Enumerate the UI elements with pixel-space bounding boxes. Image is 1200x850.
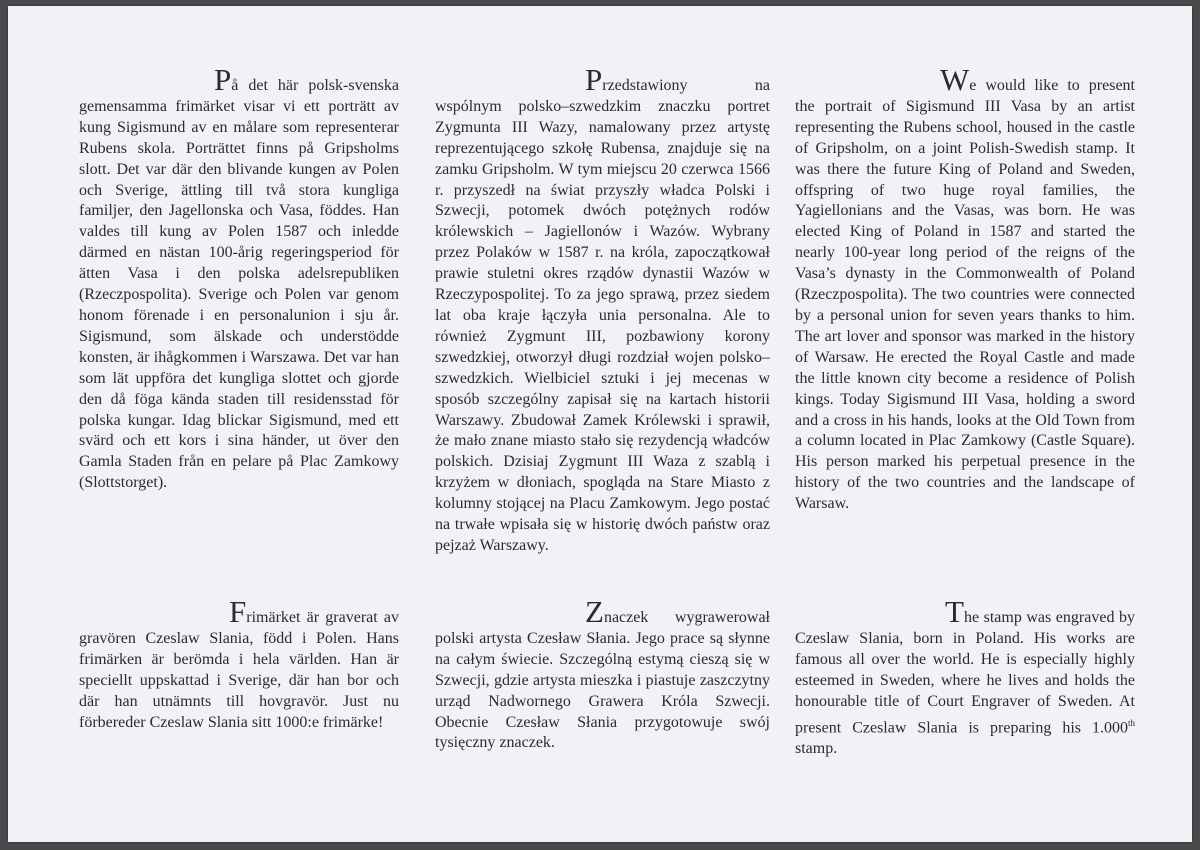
english-paragraph-portrait: [795, 62, 1135, 515]
drop-initial: Z: [585, 594, 604, 629]
paragraph-text: å det här polsk-svenska gemensamma frimärket visar vi ett porträtt av kung Sigismund av en målare som representerar Rubens skola. Porträttet finns på Gripsholms slott. Det var där den blivande kungen av Polen och Sverige, ättling till två stora kungliga familjer, den Jagellonska och Vasa, föddes. Han valdes till kung av Polen 1587 och inledde därmed en nästan 100-årig regeringsperiod för ätten Vasa i den polska adelsrepubliken (Rzeczpospolita). Sverige och Polen var genom honom förenade i en personalunion i sju år. Sigismund, som älskade och understödde konsten, är ihågkommen i Warszawa. Det var han som lät uppföra det kungliga slottet och gjorde den då föga kända staden till residensstad för polska kungar. Idag blickar Sigismund, med ett svärd och ett kors i sina händer, ut över den Gamla Staden från en pelare på Plac Zamkowy (Slottstorget).: [79, 77, 399, 492]
paragraph-text: he stamp was engraved by Czeslaw Slania, born in Poland. His works are famous all over the world. He is especially highly esteemed in Sweden, where he lives and holds the honourable title of Court Engraver of Sweden. At present Czeslaw Slania is preparing his 1.000: [795, 609, 1135, 736]
drop-initial: T: [945, 594, 964, 629]
ordinal-superscript: th: [1127, 717, 1135, 728]
paragraph-text-end: stamp.: [795, 739, 838, 757]
swedish-paragraph-portrait: [79, 62, 399, 494]
paragraph-text: rzedstawiony na wspólnym polsko–szwedzkim znaczku portret Zygmunta III Wazy, namalowany przez artystę reprezentującego szkołę Rubensa, znajduje się na zamku Gripsholm. W tym miejscu 20 czerwca 1566 r. przyszedł na świat przyszły władca Polski i Szwecji, potomek dwóch potężnych rodów królewskich – Jagiellonów i Wazów. Wybrany przez Polaków w 1587 r. na króla, zapoczątkował prawie stuletni okres rządów dynastii Wazów w Rzeczypospolitej. To za jego sprawą, przez siedem lat oba kraje łączyła unia personalna. Ale to również Zygmunt III, pozbawiony korony szwedzkiej, otworzył długi rozdział wojen polsko–szwedzkich. Wielbiciel sztuki i jej mecenas w sposób szczególny zapisał się na kartach historii Warszawy. Zbudował Zamek Królewski i sprawił, że mało znane miasto stało się rezydencją władców polskich. Dzisiaj Zygmunt III Waza z szablą i krzyżem w dłoniach, spogląda na Stare Miasto z kolumny stojącej na Placu Zamkowym. Jego postać na trwałe wpisała się w historię dwóch państw oraz pejzaż Warszawy.: [435, 77, 770, 554]
polish-paragraph-engraver: [435, 594, 770, 754]
english-paragraph-engraver: [795, 594, 1135, 760]
paragraph-text: rimärket är graverat av gravören Czeslaw Slania, född i Polen. Hans frimärken är berömda i hela världen. Han är speciellt uppskattad i Sverige, där han bor och där han utnämnts till hovgravör. Just nu förbereder Czeslaw Slania sitt 1000:e frimärke!: [79, 609, 399, 731]
drop-initial: F: [229, 594, 247, 629]
paragraph-text: e would like to present the portrait of Sigismund III Vasa by an artist representing the Rubens school, housed in the castle of Gripsholm, on a joint Polish-Swedish stamp. It was there the future King of Poland and Sweden, offspring of two huge royal families, the Yagiellonians and the Vasas, was born. He was elected King of Poland in 1587 and started the nearly 100-year long period of the reigns of the Vasa’s dynasty in the Commonwealth of Poland (Rzeczpospolita). The two countries were connected by a personal union for seven years thanks to him. The art lover and sponsor was marked in the history of Warsaw. He erected the Royal Castle and made the little known city become a residence of Polish kings. Today Sigismund III Vasa, holding a sword and a cross in his hands, looks at the Old Town from a column located in Plac Zamkowy (Castle Square). His person marked his perpetual presence in the history of the two countries and the landscape of Warsaw.: [795, 77, 1135, 513]
swedish-paragraph-engraver: [79, 594, 399, 733]
stamp-leaflet-sheet: [8, 6, 1192, 842]
polish-paragraph-portrait: [435, 62, 770, 557]
drop-initial: W: [940, 62, 970, 97]
drop-initial: P: [585, 62, 603, 97]
paragraph-text: naczek wygrawerował polski artysta Czesław Słania. Jego prace są słynne na całym świecie. Szczególną estymą cieszą się w Szwecji, gdzie artysta mieszka i piastuje zaszczytny urząd Nadwornego Grawera Króla Szwecji. Obecnie Czesław Słania przygotowuje swój tysięczny znaczek.: [435, 609, 770, 752]
drop-initial: P: [214, 62, 232, 97]
